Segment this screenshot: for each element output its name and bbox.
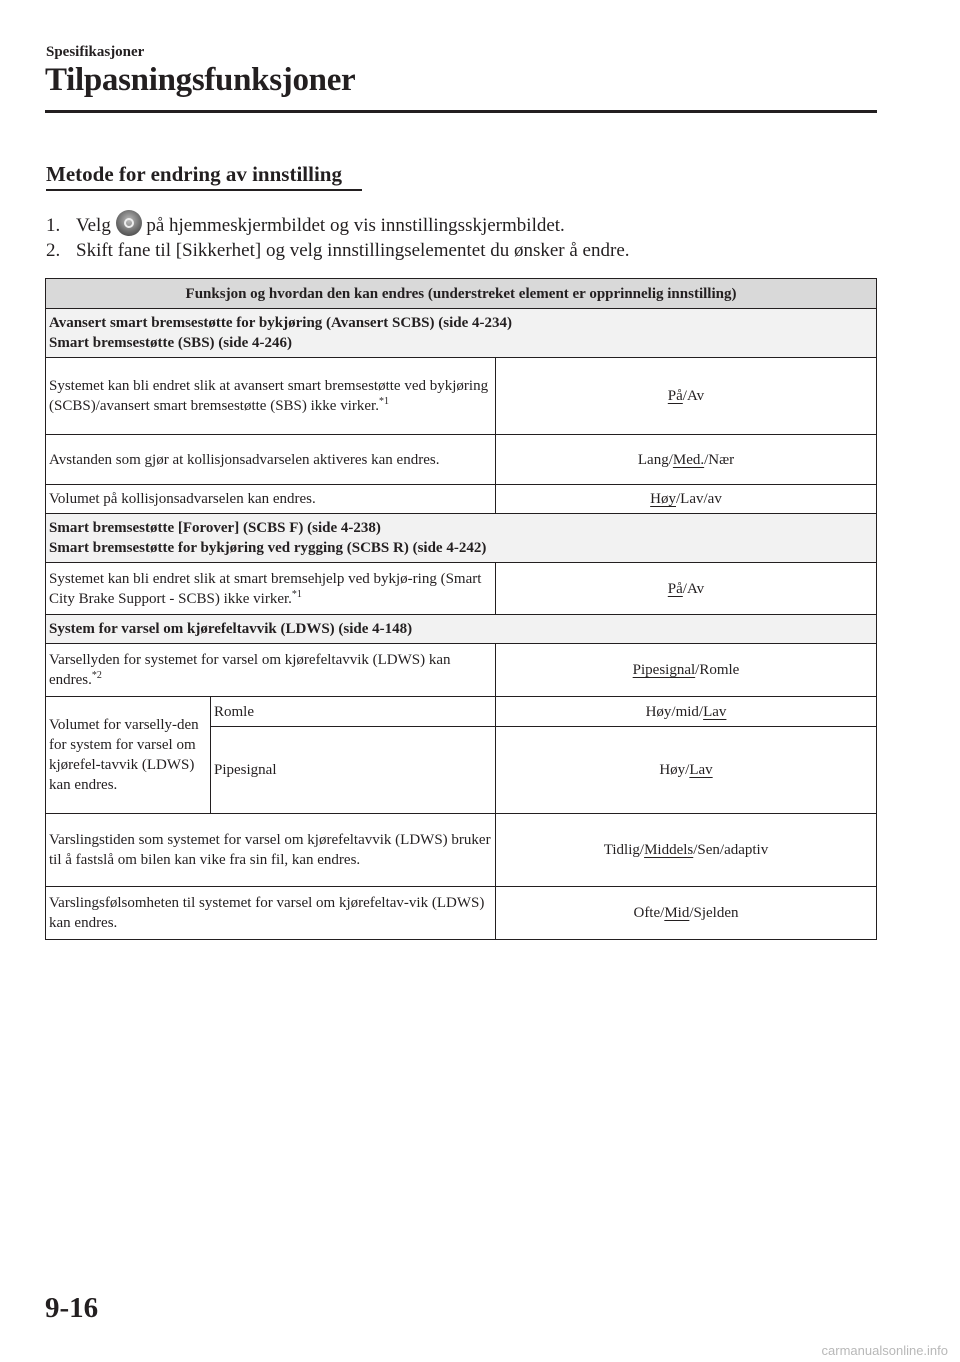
step-1 — [46, 210, 565, 237]
step-text: Skift fane til [Sikkerhet] og velg innstillingselementet du ønsker å endre. — [76, 240, 630, 261]
step-2 — [46, 240, 630, 262]
table-row — [46, 887, 877, 940]
table-group-row — [46, 514, 877, 563]
table-group-row — [46, 309, 877, 358]
option-values: /Sjelden — [689, 905, 739, 921]
group-title: Smart bremsestøtte [Forover] (SCBS F) (side 4-238) — [49, 520, 381, 536]
subheading: Metode for endring av innstilling — [46, 162, 342, 186]
table-row — [46, 358, 877, 435]
option-values: /Av — [682, 388, 705, 404]
default-value: Lav — [689, 762, 713, 778]
option-values: Høy/mid/ — [645, 703, 704, 720]
settings-gear-icon — [116, 210, 142, 236]
option-values: Lang/ — [637, 451, 673, 468]
option-values: /Nær — [704, 451, 735, 468]
option-values: /Lav/av — [676, 491, 722, 507]
table-row — [46, 563, 877, 615]
page-number: 9-16 — [45, 1292, 99, 1324]
table-row — [46, 644, 877, 697]
row-description: Systemet kan bli endret slik at avansert smart bremsestøtte ved bykjøring (SCBS)/avansert smart bremsestøtte (SBS) ikke virker. — [49, 378, 489, 414]
group-title: System for varsel om kjørefeltavvik (LDWS) (side 4-148) — [49, 621, 413, 637]
footnote-marker: *1 — [378, 396, 389, 407]
group-title: Smart bremsestøtte (SBS) (side 4-246) — [49, 335, 293, 351]
default-value: Med. — [672, 451, 705, 468]
default-value: Mid — [664, 905, 690, 921]
group-title: Smart bremsestøtte for bykjøring ved rygging (SCBS R) (side 4-242) — [49, 540, 487, 556]
settings-table — [45, 278, 877, 940]
row-description: Volumet på kollisjonsadvarselen kan endres. — [49, 491, 316, 507]
row-description: Varslingstiden som systemet for varsel om kjørefeltavvik (LDWS) bruker til å fastslå om bilen kan vike fra sin fil, kan endres. — [49, 832, 491, 868]
subheading-underline — [46, 189, 362, 191]
default-value: Middels — [644, 842, 694, 858]
option-values: /Sen/adaptiv — [693, 842, 769, 858]
row-description: Varsellyden for systemet for varsel om kjørefeltavvik (LDWS) kan endres. — [49, 652, 451, 688]
step-number: 2. — [46, 240, 61, 261]
option-values: /Av — [682, 580, 705, 597]
table-row — [46, 814, 877, 887]
step-number: 1. — [46, 215, 61, 236]
row-description: Systemet kan bli endret slik at smart bremsehjelp ved bykjø-ring (Smart City Brake Support - SCBS) ikke virker. — [49, 570, 482, 607]
group-title: Avansert smart bremsestøtte for bykjøring (Avansert SCBS) (side 4-234) — [49, 315, 512, 331]
option-values: /Romle — [695, 662, 740, 678]
row-description: Varslingsfølsomheten til systemet for varsel om kjørefeltav-vik (LDWS) kan endres. — [49, 895, 485, 931]
default-value: Lav — [703, 703, 727, 720]
row-description: Volumet for varselly-den for system for varsel om kjørefel-tavvik (LDWS) kan endres. — [49, 717, 199, 793]
default-value: På — [667, 388, 683, 404]
table-row — [46, 435, 877, 485]
footnote-marker: *2 — [91, 670, 102, 681]
option-values: Høy/ — [659, 762, 690, 778]
table-row — [46, 485, 877, 514]
section-label: Spesifikasjoner — [46, 44, 145, 60]
sub-option-label: Romle — [214, 703, 254, 720]
sub-option-label: Pipesignal — [214, 762, 277, 778]
option-values: Tidlig/ — [603, 842, 645, 858]
page-title: Tilpasningsfunksjoner — [45, 62, 356, 98]
table-header: Funksjon og hvordan den kan endres (understreket element er opprinnelig innstilling) — [46, 279, 877, 309]
table-row — [46, 697, 877, 727]
step-text-before-icon: Velg — [76, 215, 111, 236]
footnote-marker: *1 — [291, 588, 302, 600]
row-description: Avstanden som gjør at kollisjonsadvarselen aktiveres kan endres. — [49, 451, 440, 468]
option-values: Ofte/ — [633, 905, 665, 921]
default-value: Pipesignal — [632, 662, 696, 678]
watermark: carmanualsonline.info — [821, 1343, 948, 1358]
default-value: Høy — [650, 491, 676, 507]
title-divider — [45, 110, 877, 113]
table-group-row — [46, 615, 877, 644]
step-text-after-icon: på hjemmeskjermbildet og vis innstillingsskjermbildet. — [146, 215, 565, 236]
default-value: På — [667, 580, 683, 597]
